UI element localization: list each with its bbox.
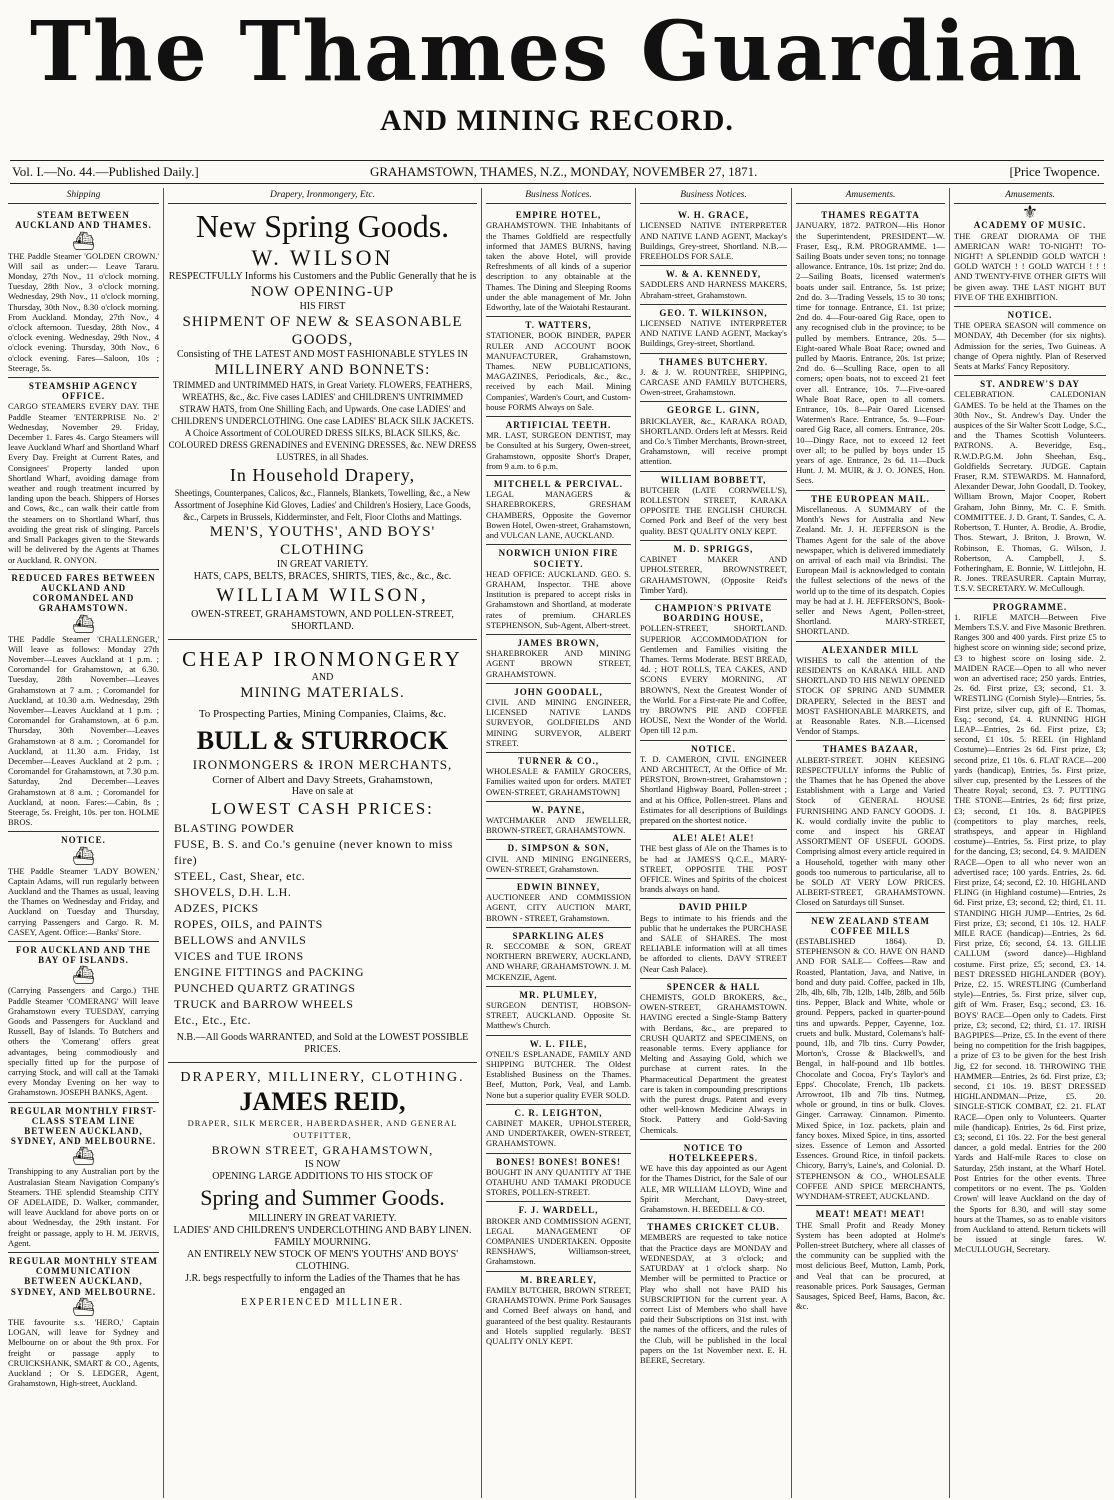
warranted: N.B.—All Goods WARRANTED, and Sold at the LOWEST POSSIBLE PRICES. (176, 1032, 469, 1056)
hats-line: HATS, CAPS, BELTS, BRACES, SHIRTS, TIES, &c., &c., &c. (193, 571, 452, 583)
ad-body: CIVIL AND MINING ENGINEER, LICENSED NATIVE LANDS SURVEYOR, GOLDFIELDS AND MINING SURVEYOR, ALBERT STREET. (486, 696, 631, 748)
column-heading: Amusements. (954, 188, 1106, 204)
ad-title: NORWICH UNION FIRE SOCIETY. (498, 548, 619, 569)
ad-title: GEORGE L. GINN, (666, 405, 760, 416)
column-shipping (4, 188, 164, 1498)
advertisement (796, 642, 945, 742)
advertisement (640, 741, 787, 831)
advertisement (486, 684, 631, 753)
advertisement (8, 378, 159, 570)
bull-corner: Corner of Albert and Davy Streets, Grahamstown, (212, 774, 433, 787)
ad-body: LEGAL MANAGERS & SHAREBROKERS, GRESHAM CHAMBERS, Opposite the Governor Bowen Hotel, Owen-street, Grahamstown, and VULCAN LANE, AUCKLAND. (486, 489, 631, 541)
ad-body: MR. LAST, SURGEON DENTIST, may be Consulted at his Surgery, Owen-street, Grahamstown, opposite Short's Draper, from 9 a.m. to 6 p.m. (486, 430, 631, 471)
ad-body: STATIONER, BOOK BINDER, PAPER RULER AND ACCOUNT BOOK MANUFACTURER, Grahamstown, Thames. NEW PUBLICATIONS, MAGAZINES, Periodicals, &c., &c., received by each Mail. Mining Companies', Warden's Court, and Custom-house FORMS Always on Sale. (486, 330, 631, 412)
ad-body: 1. RIFLE MATCH—Between Five Members T.S.V. and Five Masonic Brethren. Ranges 300 and 400 yards. First prize £5 to highest score on winning side; second prize, £3 to highest score on losing side. 2. MAIDEN RACE—Open to all who never won an advertised race; 250 yards. Entries, 2s. 6d. First prize, £3; second, £1. 3. WRESTLING (Cornish Style)—Entries, 5s. First prize, silver cup, gift of E. Thomas, Esq.; second, £4. 4. RUNNING HIGH LEAP—Entries, 2s 6d. First prize, £3; second, £1 10s. 5. REEL (in Highland Costume)—Entries 2s 6d. First prize, £3; second prize, £1 10s. 6. FLAT RACE—200 yards (handicap), Entries, 5s. First prize, silver cup, presented by the Lessees of the Theatre Royal; second, £3. 7. PUTTING THE STONE—Entries, 2s 6d; first prize, £3; second, £1 10s. 8. BAGPIPES (competitors to play marches, reels, strathspeys, and appear in Highland costume)—Entries, 5s. First prize, to play for the dancing, £3; second, £4. 9. MAIDEN RACE—Open to all who never won an advertised race; 100 yards. Entries, 2s. 6d. First prize, £4; second, £2. 10. HIGHLAND FLING (in Highland costume)—Entries, 2s 6d. First prize, £3; second, £2; third, £1. 11. STANDING HIGH JUMP—Entries, 2s 6d. First prize, £3; second, £1 10s. 12. HALF MILE RACE (handicap)—Entries, 2s 6d. First prize, £6; second, £4. 13. GILLIE CALLUM (sword dance)—Highland costume. First prize, £5; second, £3. 14. BEST DRESSED HIGHLANDER (BOY). Prize, £2. 15. WRESTLING (Cumberland style)—Entries, 5s. First prize, silver cup, gift of Wm. Fraser, Esq.; second, £3. 16. BOYS' RACE—Open only to Cadets. First prize, £3; second, £2; third, £1. 17. IRISH BAGPIPES—Prize, £5. In the event of there being no competition for the Irish bagpipes, a prize of £3 to be given for the best Irish Jig, £2 for second. 18. THROWING THE HAMMER—Entries, 2s 6d. First prize, £3; second, £1 10s. 19. BEST DRESSED HIGHLANDMAN—Prize, £5. 20. SINGLE-STICK COMBAT, £2. 21. FLAT RACE—Open only to Volunteers. Quarter mile (handicap). Entries, 2s 6d. First prize, £3; second, £1 10s. 22. For the best general dancer, a gold medal. Entries for the 200 Yards and Half-mile Races to close on Saturday, 25th instant, at the Wharf Hotel. Post Entries for the other events. Three competitors or no event. The ps. 'Golden Crown' will leave Auckland on the day of the Sports for 8.30, and will stay some hours at the Thames, so as to enable visitors from Auckland to attend. Return tickets will be issued at single fares. W. McCULLOUGH, Secretary. (954, 611, 1106, 1255)
steamship-icon: ⛴ (72, 965, 95, 986)
wilson-shipment: SHIPMENT OF NEW & SEASONABLE GOODS, (182, 314, 463, 349)
ad-title: MR. PLUMLEY, (519, 989, 598, 1000)
bull-have: Have on sale at (291, 786, 354, 798)
ad-body: Miscellaneous. A SUMMARY of the Month's News for Australia and New Zealand. Mr. J. H. JEFFERSON is the Thames Agent for the sale of the above newspaper, which is delivered immediately on arrival of each mail via Brindisi. The European Mail is acknowledged to contain the fullest selections of the news of the world up to the time of its despatch. Copies may be had at J. H. JEFFERSON'S, Book-seller and News Agent, Pollen-street, Shortland. MARY-STREET, SHORTLAND. (796, 503, 945, 637)
bull-sub: IRONMONGERS & IRON MERCHANTS, (192, 757, 453, 773)
ad-body: ALBERT-STREET. JOHN KEESING RESPECTFULLY informs the Public of the Thames that he has Opened the above Establishment with a Large and Varied Stock of GENERAL HOUSE FURNISHING AND FANCY GOODS. J. K. would cordially invite the public to come and inspect his GREAT ASSORTMENT OF USEFUL GOODS. Comprising almost every article required in a Household, together with many other goods too numerous to particularise, all to be SOLD AT VERY LOW PRICES. ALBERT-STREET, GRAHAMSTOWN. Closed on Saturdays till Sunset. (796, 754, 945, 908)
ad-title: NEW ZEALAND STEAM COFFEE MILLS (811, 915, 930, 936)
column-amusements-2 (950, 188, 1110, 1498)
ad-title: REGULAR MONTHLY STEAM COMMUNICATION BETWEEN AUCKLAND, SYDNEY, AND MELBOURNE. (9, 1256, 158, 1297)
ad-title: STEAM BETWEEN AUCKLAND AND THAMES. (15, 210, 152, 231)
ironmongery-item: ROPES, OILS, and PAINTS (174, 917, 323, 932)
ad-title: C. R. LEIGHTON, (514, 1107, 603, 1118)
column-heading: Drapery, Ironmongery, Etc. (168, 188, 477, 204)
advertisement (640, 402, 787, 471)
ad-body: BRICKLAYER, &c., KARAKA ROAD, SHORTLAND. Orders left at Messrs. Reid and Co.'s Timber Merchants, Brown-street, Grahamstown, will receive prompt attention. (640, 415, 787, 467)
ad-body: THE best glass of Ale on the Thames is to be had at JAMES'S Q.C.E., MARY-STREET, OPPOSITE THE POST OFFICE. Wines and Spirits of the choicest brands always on hand. (640, 843, 787, 895)
ad-body: WISHES to call the attention of the RESIDENTS on KARAKA HILL AND SHORTLAND TO HIS NEWLY OPENED STOCK OF SPRING AND SUMMER DRAPERY, Selected in the BEST and MOST FASHIONABLE MARKETS, and at Reasonable Rates. N.B.—Licensed Vendor of Stamps. (796, 654, 945, 737)
reid-sub: DRAPER, SILK MERCER, HABERDASHER, AND GENERAL OUTFITTER, (187, 1118, 458, 1141)
ironmongery-item: VICES and TUE IRONS (174, 949, 304, 964)
ad-body: CARGO STEAMERS EVERY DAY. THE Paddle Steamer 'ENTERPRISE No. 2' Wednesday, November 29. Friday, December 1. Fares 4s. Cargo Steamers will leave Auckland Wharf and Shortland Wharf Every Day. Freight at Current Rates, and Consignees' Property landed upon Shortland Wharf, avoiding damage from weather and rough treatment incurred by landing upon the beach. Shippers of Horses and Cows, &c., can walk their cattle from the steamers on to Shortland Wharf, thus avoiding the great risk of slinging. Parcels and Small Packages given to the Stewards will be delivered by the Agents at Thames or Auckland. R. ONYON. (8, 401, 159, 565)
advertisement (954, 599, 1106, 1259)
ad-title: PROGRAMME. (992, 601, 1068, 612)
james-reid: JAMES REID, (239, 1087, 406, 1117)
ad-body: HEAD OFFICE: AUCKLAND. GEO. S. GRAHAM, Inspector. THE above Institution is prepared to accept risks in Grahamstown and Shortland, at moderate rates of premium. CHARLES STEPHENSON, Sub-Agent, Albert-street. (486, 568, 631, 630)
ad-title: SPARKLING ALES (512, 930, 605, 941)
ad-title: NOTICE. (1007, 310, 1053, 321)
steamship-icon: ⛴ (72, 613, 95, 634)
ad-title: ARTIFICIAL TEETH. (505, 420, 612, 431)
ad-title: THE EUROPEAN MAIL. (811, 493, 930, 504)
ad-body: CABINET MAKER AND UPHOLSTERER, BROWNSTREET, GRAHAMSTOWN, (Opposite Reid's Timber Yard). (640, 554, 787, 595)
price: [Price Twopence. (1009, 164, 1100, 179)
steamship-icon: ⛴ (72, 230, 95, 251)
advertisement (486, 1105, 631, 1154)
newspaper-title: The Thames Guardian (30, 4, 1084, 100)
advertisement (640, 1140, 787, 1219)
advertisement (486, 928, 631, 987)
ad-title: W. L. FILE, (529, 1038, 588, 1049)
ad-body: THE Small Profit and Ready Money System has been adopted at Holme's Pollen-street Butchery, where all classes of the community can be supplied with the most delicious Beef, Mutton, Lamb, Pork, and Veal that can be procured, at reasonable prices. Pork Sausages, German Sausages, Spiced Beef, Hams, Bacon, &c. &c. (796, 1219, 945, 1312)
ad-title: JOHN GOODALL, (514, 686, 603, 697)
ad-body: SHAREBROKER AND MINING AGENT BROWN STREET, GRAHAMSTOWN. (486, 648, 631, 679)
reid-opening: OPENING LARGE ADDITIONS TO HIS STOCK OF (212, 1171, 433, 1183)
ad-body: GRAHAMSTOWN. THE Inhabitants of the Thames Goldfield are respectfully informed that JAMES BURNS, having taken the above Hotel, will provide Refreshments of all kinds of a superior description to any obtainable at the Thames. The Dining and Sleeping Rooms under the able management of Mr. John Edworthy, late of the Waiotahi Restaurant. (486, 220, 631, 313)
steamship-icon: ⛴ (72, 845, 95, 866)
advertisement (796, 913, 945, 1207)
advertisement (486, 1272, 631, 1350)
advertisement (640, 600, 787, 741)
ad-title: REDUCED FARES BETWEEN AUCKLAND AND COROMANDEL AND GRAHAMSTOWN. (11, 572, 156, 614)
ad-body: MEMBERS are requested to take notice that the Practice days are MONDAY and WEDNESDAY, at 3 o'clock; and SATURDAY at 1 o'clock sharp. No Member will be permitted to Practice or Play who shall not have PAID his SUBSCRIPTION for the current year. A correct List of Members who shall have paid their Subscriptions on 31st inst. with the names of the officers, and the rules of the Club, will be published in the local papers on the 1st November next. E. H. BEERE, Secretary. (640, 1232, 787, 1365)
advertisement (486, 317, 631, 417)
steamship-icon: ⛴ (72, 1146, 95, 1167)
advertisement (8, 207, 159, 378)
advertisement (8, 832, 159, 942)
advertisement (954, 376, 1106, 598)
reid-inform: J.R. begs respectfully to inform the Ladies of the Thames that he has engaged an (185, 1273, 460, 1297)
ironmongery-item: BELLOWS and ANVILS (174, 933, 307, 948)
advertisement (486, 840, 631, 879)
ad-body: Transhipping to any Australian port by the Australasian Steam Navigation Company's Steamers. THE splendid Steamship CITY OF ADELAIDE, D. Walker, commander, will leave Auckland for above ports on or about Wednesday, the 29th instant. For freight or passage, apply to H. M. JERVIS, Agent. (8, 1166, 159, 1248)
masthead (0, 0, 1114, 182)
advertisement (8, 1253, 159, 1392)
household-drapery: In Household Drapery, (229, 465, 416, 486)
william-wilson: WILLIAM WILSON, (216, 585, 429, 607)
reid-ladies: LADIES' AND CHILDREN'S UNDERCLOTHING AND BABY LINEN. (173, 1225, 472, 1237)
ad-body: THE GREAT DIORAMA OF THE AMERICAN WAR! TO-NIGHT! TO-NIGHT! A SPLENDID GOLD WATCH ! GOLD WATCH ! ! GOLD WATCH ! ! ! AND TWENTY-FIVE OTHER GIFTS Will be given away. THE LAST NIGHT BUT FIVE OF THE EXHIBITION. (954, 230, 1106, 302)
ad-title: ALEXANDER MILL (821, 644, 920, 655)
ironmongery-item: ADZES, PICKS (174, 901, 259, 916)
ad-title: CHAMPION'S PRIVATE BOARDING HOUSE, (654, 602, 773, 624)
advertisement (8, 942, 159, 1103)
advertisement (486, 802, 631, 841)
wilson-opening: NOW OPENING-UP (250, 284, 395, 301)
ad-body: THE Paddle Steamer 'GOLDEN CROWN.' Will sail as under:— Leave Tararu. Monday, 27th Nov., 11 o'clock morning. Tuesday, 28th Nov., 3 o'clock morning. Wednesday, 29th Nov., 11 o'clock morning. Thursday, 30th Nov., 8.30 o'clock morning. From Auckland. Monday, 27th Nov., 4 o'clock afternoon. Tuesday, 28th Nov., 4 o'clock evening. Wednesday, 29th Nov., 4 o'clock evening. Thursday, 30th Nov., 6 o'clock evening. Fares—Saloon, 10s ; Steerage, 5s. (8, 250, 159, 373)
wilson-his-first: HIS FIRST (299, 301, 346, 313)
ad-body: WE have this day appointed as our Agent for the Thames District, for the Sale of our ALE, MR WILLIAM LLOYD, Wine and Spirit Merchant, Davy-street, Grahamstown. H. BEEDELL & CO. (640, 1163, 787, 1215)
dateline (10, 160, 1104, 184)
ad-body: LICENSED NATIVE INTERPRETER AND NATIVE LAND AGENT, Mackay's Buildings, Grey-street, Shortland. (640, 318, 787, 349)
ad-body: R. SECCOMBE & SON, GREAT NORTHERN BREWERY, AUCKLAND, AND WHARF, GRAHAMSTOWN. J. M. MCKENZIE, Agent. (486, 941, 631, 982)
advertisement (640, 305, 787, 354)
reid-street: BROWN STREET, GRAHAMSTOWN, (211, 1143, 434, 1158)
reid-millinery: MILLINERY IN GREAT VARIETY. (248, 1213, 397, 1225)
advertisement (486, 1154, 631, 1203)
crest-icon: ⚜ (1021, 202, 1039, 223)
ad-title: M. D. SPRIGGS, (673, 543, 754, 554)
ironmongery-item: PUNCHED QUARTZ GRATINGS (174, 981, 356, 996)
ad-title: THAMES CRICKET CLUB. (647, 1222, 780, 1233)
advertisement (640, 830, 787, 899)
ad-title: THAMES BAZAAR, (822, 744, 919, 755)
ironmongery-list (168, 820, 477, 1028)
ad-title: EDWIN BINNEY, (516, 881, 601, 892)
ad-body: FAMILY BUTCHER, BROWN STREET, GRAHAMSTOWN. Prime Pork Sausages and Corned Beef always on hand, and guaranteed of the best quality. Restaurants and Hotels supplied regularly. BEST QUALITY ONLY KEPT. (486, 1284, 631, 1346)
ad-body: WATCHMAKER AND JEWELLER, BROWN-STREET, GRAHAMSTOWN. (486, 814, 631, 836)
ad-body: CIVIL AND MINING ENGINEERS, OWEN-STREET, Grahamstown. (486, 853, 631, 874)
ad-title: TURNER & CO., (517, 755, 599, 766)
ad-body: J. & J. W. ROUNTREE, SHIPPING, CARCASE AND FAMILY BUTCHERS, Owen-street, Grahamstown. (640, 366, 787, 398)
ad-title: THAMES REGATTA (821, 210, 920, 221)
advertisement (796, 741, 945, 912)
ad-body: Begs to intimate to his friends and the public that he undertakes the PURCHASE and SALE of SHARES. The most RELIABLE information will at all times be afforded to clients. DAVY STREET (Near Cash Palace). (640, 912, 787, 974)
reid-stock: AN ENTIRELY NEW STOCK OF MEN'S YOUTHS' AND BOYS' CLOTHING. (186, 1249, 459, 1273)
advertisement (640, 354, 787, 403)
wilson-name: W. WILSON (251, 245, 394, 271)
ad-body: CABINET MAKER, UPHOLSTERER, AND UNDERTAKER, OWEN-STREET, GRAHAMSTOWN. (486, 1118, 631, 1149)
advertisement (640, 979, 787, 1140)
ad-title: T. WATTERS, (525, 320, 592, 331)
advertisement (954, 307, 1106, 376)
ad-title: WILLIAM BOBBETT, (660, 474, 767, 485)
advertisement (640, 1219, 787, 1369)
ironmongery-item: ENGINE FITTINGS and PACKING (174, 965, 365, 980)
advertisement (640, 472, 787, 541)
ironmongery-to: To Prospecting Parties, Mining Companies, Claims, &c. (198, 708, 447, 721)
ad-body: BUTCHER (LATE CORNWELL'S), ROLLESTON STREET, KARAKA OPPOSITE THE ENGLISH CHURCH. Corned Pork and Beef of the very best quality. BEST QUALITY ONLY KEPT. (640, 484, 787, 536)
advertisement (640, 207, 787, 266)
wilson-items: TRIMMED and UNTRIMMED HATS, in Great Variety. FLOWERS, FEATHERS, WREATHS, &c., &c. Five cases LADIES' and CHILDREN'S UNTRIMMED STRAW HATS, from One Shilling Each, and Upwards. One case LADIES' and CHILDREN'S UNDERCLOTHING. One case LADIES' BLACK SILK JACKETS. A Choice Assortment of COLOURED DRESS SILKS, BLACK SILKS, &c. COLOURED DRESS GRENADINES and EVENING DRESSES, &c. NEW DRESS LUSTRES, in all Shades. (168, 380, 477, 463)
ironmongery-and: AND (311, 672, 334, 684)
ad-body: POLLEN-STREET, SHORTLAND. SUPERIOR ACCOMMODATION for Gentlemen and Families visiting the Thames. Terms Moderate. BEST BREAD, 4d. ; HOT ROLLS, TEA CAKES, AND SCONS EVERY MORNING, AT BROWN'S, Next the Greatest Wonder of the World. For a First-rate Pie and Coffee, try BROWN'S PIE AND COFFEE HOUSE, Next the Wonder of the World. Open till 12 p.m. (640, 623, 787, 736)
ironmongery-item: SHOVELS, D.H. L.H. (174, 885, 292, 900)
ad-title: BONES! BONES! BONES! (495, 1156, 622, 1167)
household-body: Sheetings, Counterpanes, Calicos, &c., Flannels, Blankets, Towelling, &c., a New Assortment of Josephine Kid Gloves, Ladies' and Children's Hosiery, Lace Goods, &c., Carpets in Brussels, Kidderminster, and Felt, Floor Cloths and Mattings. (174, 488, 471, 523)
reid-now: IS NOW (304, 1159, 341, 1171)
ad-body: AUCTIONEER AND COMMISSION AGENT, CITY AUCTION MART, BROWN - STREET, Grahamstown. (486, 892, 631, 923)
ad-body: LICENSED NATIVE INTERPRETER AND NATIVE LAND AGENT, Mackay's Buildings, Grey-street, Shortland. N.B.—FREEHOLDS FOR SALE. (640, 220, 787, 262)
ad-title: NOTICE. (61, 835, 106, 846)
ad-title: ALE! ALE! ALE! (672, 833, 755, 844)
ad-body: SURGEON DENTIST, HOBSON-STREET, AUCKLAND. Opposite St. Matthew's Church. (486, 1000, 631, 1031)
column-drapery (164, 188, 482, 1498)
ironmongery-item: BLASTING POWDER (174, 821, 295, 836)
ad-title: DAVID PHILP (678, 902, 749, 913)
advertisement (640, 541, 787, 600)
ironmongery-item: STEEL, Cast, Shear, etc. (174, 869, 306, 884)
advertisement (486, 753, 631, 802)
divider (168, 639, 477, 640)
advertisement (796, 491, 945, 642)
ad-title: FOR AUCKLAND AND THE BAY OF ISLANDS. (15, 945, 152, 966)
column-business-1 (482, 188, 636, 1498)
column-amusements-1 (792, 188, 950, 1498)
drapery-headline: DRAPERY, MILLINERY, CLOTHING. (180, 1070, 465, 1086)
advertisement (486, 879, 631, 928)
ad-body: CHEMISTS, GOLD BROKERS, &c., OWEN-STREET, GRAHAMSTOWN. HAVING erected a Single-Stamp Battery with Berdans, &c., are prepared to CRUSH QUARTZ and SPECIMENS, on reasonable terms. Every appliance for Melting and Assaying Gold, which we purchase at current rates. In the Pharmaceutical Department the greatest care is taken in compounding prescriptions with the purest drugs. Patent and every other well-known Medicine Always in Stock. Pattery and Gold-Saving Chemicals. (640, 992, 787, 1135)
ironmongery-item: TRUCK and BARROW WHEELS (174, 997, 354, 1012)
ad-title: W. & A. KENNEDY, (665, 269, 762, 280)
advertisement (486, 545, 631, 635)
divider (168, 1062, 477, 1063)
advertisement (640, 266, 787, 305)
ad-title: ACADEMY OF MUSIC. (973, 220, 1087, 231)
advertisement (486, 987, 631, 1036)
column-heading: Shipping (8, 188, 159, 204)
ad-body: JANUARY, 1872. PATRON—His Honor the Superintendent, PRESIDENT—W. Fraser, Esq., R.M. PROGRAMME. 1—Sailing Boats under seven tons; no tonnage allowance. Entrance, 10s. 1st prize; 2nd do. 2—Sailing Boats, licensed watermen's boats under sail. Entrance, 5s. 1st prize; 2nd do. 3—Trading Vessels, 15 to 30 tons; time for tonnage. Entrance, £1. 1st prize; 2nd do. 4—Four-oared Gig Race, open to any recognised club in the province; to be pulled by members. Entrance, 20s. 5—Eight-oared Whale Boat Race; owned and pulled by Maoris. Entrance, 20s. 1st prize; 2nd do. 6—Sculling Race, open to all comers; open boats, not to exceed 21 feet over all. Entrance, 10s. 7—Five-oared Whale Boat Race, open to all comers. Entrance, 10s. 8—Pair Oared Licensed Watermen's Race. Entrance, 5s. 9—Four-oared Gig Race, all comers. Entrance, 20s. 10—Dingy Race, not to exceed 12 feet over all; to be pulled by boys under 15 years of age. Entrance, 2s 6d. 11—Duck Hunt. J. M. MUIR, & J. O. JONES, Hon. Secs. (796, 220, 945, 486)
ironmongery-item: FUSE, B. S. and Co.'s genuine (never known to miss fire) (174, 837, 453, 868)
steamship-icon: ⛴ (72, 1296, 95, 1317)
ad-title: F. J. WARDELL, (518, 1205, 599, 1216)
ad-body: T. D. CAMERON, CIVIL ENGINEER AND ARCHITECT, At the Office of Mr. PERSTON, Brown-street, Grahamstown ; Shortland Highway Board, Pollen-street ; and at his Office, Pollen-street. Plans and Estimates for all descriptions of Buildings prepared on the shortest notice. (640, 753, 787, 825)
ad-body: BOUGHT IN ANY QUANTITY AT THE OTAHUHU AND TAMAKI PRODUCE STORES, POLLEN-STREET. (486, 1166, 631, 1198)
advertisement (486, 417, 631, 476)
ad-title: SPENCER & HALL (666, 981, 761, 992)
volume-info: Vol. I.—No. 44.—Published Daily.] (12, 164, 199, 179)
ad-title: D. SIMPSON & SON, (507, 843, 610, 854)
ad-body: (Carrying Passengers and Cargo.) THE Paddle Steamer 'COMERANG' Will leave Grahamstown every TUESDAY, carrying Goods and Passengers for Auckland and Russell, Bay of Islands. To Butchers and others the 'Comerang' offers great advantages, being commodiously and specially fitted up for the purpose of carrying Stock, and will call at the Tamaki every Monday Evening on her way to Grahamstown. JOSEPH BANKS, Agent. (8, 985, 159, 1098)
ad-title: ST. ANDREW'S DAY (980, 379, 1080, 390)
ad-title: W. H. GRACE, (678, 210, 749, 221)
spring-summer: Spring and Summer Goods. (200, 1185, 445, 1211)
advertisement (8, 1103, 159, 1253)
ad-title: W. PAYNE, (531, 804, 586, 815)
ad-body: THE favourite s.s. 'HERO,' Captain LOGAN, will leave for Sydney and Melbourne on or about the 9th prox. For freight or passage apply to CRUICKSHANK, SMART & CO., Agents, Auckland ; Or S. LEDGER, Agent, Grahamstown, High-street, Auckland. (8, 1316, 159, 1389)
wilson-millinery: MILLINERY AND BONNETS: (214, 362, 431, 379)
ironmongery-headline: CHEAP IRONMONGERY (182, 647, 463, 672)
ad-title: MITCHELL & PERCIVAL. (493, 479, 624, 490)
ironmongery-mining: MINING MATERIALS. (240, 685, 405, 702)
column-heading: Business Notices. (486, 188, 631, 204)
ad-title: REGULAR MONTHLY FIRST-CLASS STEAM LINE BETWEEN AUCKLAND, SYDNEY, AND MELBOURNE. (10, 1105, 157, 1147)
ad-title: JAMES BROWN, (517, 637, 600, 648)
ad-title: NOTICE TO HOTELKEEPERS. (668, 1142, 759, 1164)
ad-title: M. BREARLEY, (520, 1274, 597, 1285)
advertisement (8, 570, 159, 833)
reid-milliner: EXPERIENCED MILLINER. (240, 1297, 405, 1309)
column-heading: Amusements. (796, 188, 945, 204)
columns (4, 188, 1110, 1498)
ad-body: THE OPERA SEASON will commence on MONDAY, 4th December (for six nights). Admission for the series, Two Guineas. A change of Opera nightly. Plan of Reserved Seats at Marks' Fancy Repository. (954, 320, 1106, 372)
ad-body: CELEBRATION. CALEDONIAN GAMES. To be held at the Thames on the 30th Nov., St. Andrew's Day. Under the auspices of the Sir Walter Scott Lodge, S.C., and the Thames Scottish Volunteers. PATRONS. A. Beveridge, Esq., R.W.D.P.G.M. John Sheehan, Esq., Goldfields Secretary. JUDGE. Captain Fraser, R.M. STEWARDS. M. Hannaford, Alexander Dewar, John Goodall, D. Tookey, William Brown, Major Cooper, Robert Graham, John Binny, Mr. C. F. Smith. COMMITTEE. J. D. Grant, T. Sandes, C. A. Robertson, T. Hunter, A. Brodie, A. Brodie, Thos. Stewart, J. Briton, J. Brown, W. Robinson, E. Thomas, G. Wilson, J. Robertson, A. Campbell, J. S. Fotheringham, E. Bonnie, W. Littlejohn, H. R. Jones. TREASURER. Captain Murray, T.S.V. SECRETARY. W. McCullough. (954, 389, 1106, 594)
advertisement (486, 1036, 631, 1105)
advertisement (486, 207, 631, 317)
ad-title: EMPIRE HOTEL, (515, 210, 602, 221)
column-business-2 (636, 188, 792, 1498)
ad-body: THE Paddle Steamer 'CHALLENGER,' Will leave as follows: Monday 27th November—Leaves Auckland at 1 p.m. ; Coromandel for Grahamstown, at 6.30. Tuesday, 28th November—Leaves Grahamstown at 7 a.m. ; Coromandel for Auckland, at 10.30 a.m. Wednesday, 29th November—Leaves Auckland at 1 p.m. ; Coromandel for Grahamstown, at 6 p.m. Thursday, 30th November—Leaves Grahamstown at 8 a.m. ; Coromandel for Auckland, at 11.30 a.m. Friday, 1st December—Leaves Auckland at 2 p.m. ; Coromandel for Grahamstown, at 7.30 p.m. Saturday, 2nd December—Leaves Grahamstown at 8 a.m. ; Coromandel for Auckland, at noon. Fares:—Cabin, 8s ; Steerage, 5s. Freight, 10s. per ton. HOLME BROS. (8, 633, 159, 828)
advertisement (640, 899, 787, 978)
wilson-intro: RESPECTFULLY Informs his Customers and the Public Generally that he is (168, 271, 477, 283)
ad-title: GEO. T. WILKINSON, (659, 307, 768, 318)
column-heading: Business Notices. (640, 188, 787, 204)
ad-body: (ESTABLISHED 1864). D. STEPHENSON & CO. HAVE ON HAND AND FOR SALE— Coffees—Raw and Roasted, Plantation, Java, and Native, in bond and duty paid. Coffee, packed in 1lb, 2lb, 4lb, 6lb, 7lb, 12lb, 14lb, 28lb, and 56lb tins. Pepper, Black and White, whole or ground. Peppers, packed in quarter-pound tins and upwards. Pepper, Cayenne, 1oz. cruets and bulk. Mustard, Colemans's half-pound, 1lb, and 7lb tins. Curry Powder, Morton's, Crosse & Blackwell's, and Bengal, in half-pound and 1lb bottles. Chocolate and Cocoa, Fry's Taylor's and Epps'. Chocolate, French, 1lb packets. Arrowroot, 1lb and 7lb tins. Nutmeg, whole or ground, in tins or bulk. Cloves. Ginger. Carraway. Cinnamon. Pimento. Mixed Spice, in 1oz. packets, plain and fancy boxes. Mixed Spice, in tins, assorted sizes. Essence of Lemon and Assorted Essences. Ground Rice, in tinfoil packets. Chicory, Barry's, Laine's, and Colonial. D. STEPHENSON & CO., WHOLESALE COFFEE AND SPICE MERCHANTS, WYNDHAM-STREET, AUCKLAND. (796, 936, 945, 1202)
ad-body: WHOLESALE & FAMILY GROCERS, Families waited upon for orders. MATET OWEN-STREET, GRAHAMSTOWN] (486, 766, 631, 797)
ad-body: BROKER AND COMMISSION AGENT, LEGAL MANAGEMENT OF COMPANIES UNDERTAKEN. Opposite RENSHAW'S, Williamson-street, Grahamstown. (486, 1215, 631, 1267)
reid-mourning: FAMILY MOURNING. (274, 1237, 371, 1249)
clothing-line: MEN'S, YOUTHS', AND BOYS' CLOTHING (209, 524, 436, 559)
ad-body: O'NEIL'S ESPLANADE, FAMILY AND SHIPPING BUTCHER. The Oldest Established Business on the Thames. Beef, Mutton, Pork, Veal, and Lamb. None but a superior quality EVER SOLD. (486, 1048, 631, 1100)
ironmongery-item: Etc., Etc., Etc. (174, 1013, 251, 1028)
ad-title: THAMES BUTCHERY. (658, 356, 769, 367)
advertisement (796, 1206, 945, 1315)
ad-body: THE Paddle Steamer 'LADY BOWEN,' Captain Adams, will run regularly between Auckland and the Thames as usual, leaving the Thames on Wednesday and Friday, and Auckland on Tuesday and Thursday, carrying Passengers and Cargo. R. M. CASEY, Agent. Office:—Banks' Store. (8, 865, 159, 937)
advertisement (486, 476, 631, 545)
wilson-headline: New Spring Goods. (195, 208, 450, 245)
bull-sturrock: BULL & STURROCK (196, 726, 449, 756)
wilson-consisting: Consisting of THE LATEST AND MOST FASHIONABLE STYLES IN (177, 349, 468, 361)
ad-title: MEAT! MEAT! MEAT! (815, 1209, 926, 1220)
advertisement (486, 635, 631, 684)
advertisement (954, 217, 1106, 307)
advertisement (796, 207, 945, 490)
newspaper-subtitle: AND MINING RECORD. (380, 104, 734, 137)
place-date: GRAHAMSTOWN, THAMES, N.Z., MONDAY, NOVEMBER 27, 1871. (370, 164, 758, 179)
advertisement (486, 1202, 631, 1271)
ad-body: SADDLERS AND HARNESS MAKERS, Abraham-street, Grahamstown. (640, 279, 787, 300)
great-variety: IN GREAT VARIETY. (276, 559, 369, 571)
ad-title: STEAMSHIP AGENCY OFFICE. (28, 381, 139, 402)
wilson-address: OWEN-STREET, GRAHAMSTOWN, AND POLLEN-STREET, SHORTLAND. (191, 609, 454, 633)
lowest-cash: LOWEST CASH PRICES: (211, 799, 434, 819)
ad-title: NOTICE. (691, 743, 736, 754)
